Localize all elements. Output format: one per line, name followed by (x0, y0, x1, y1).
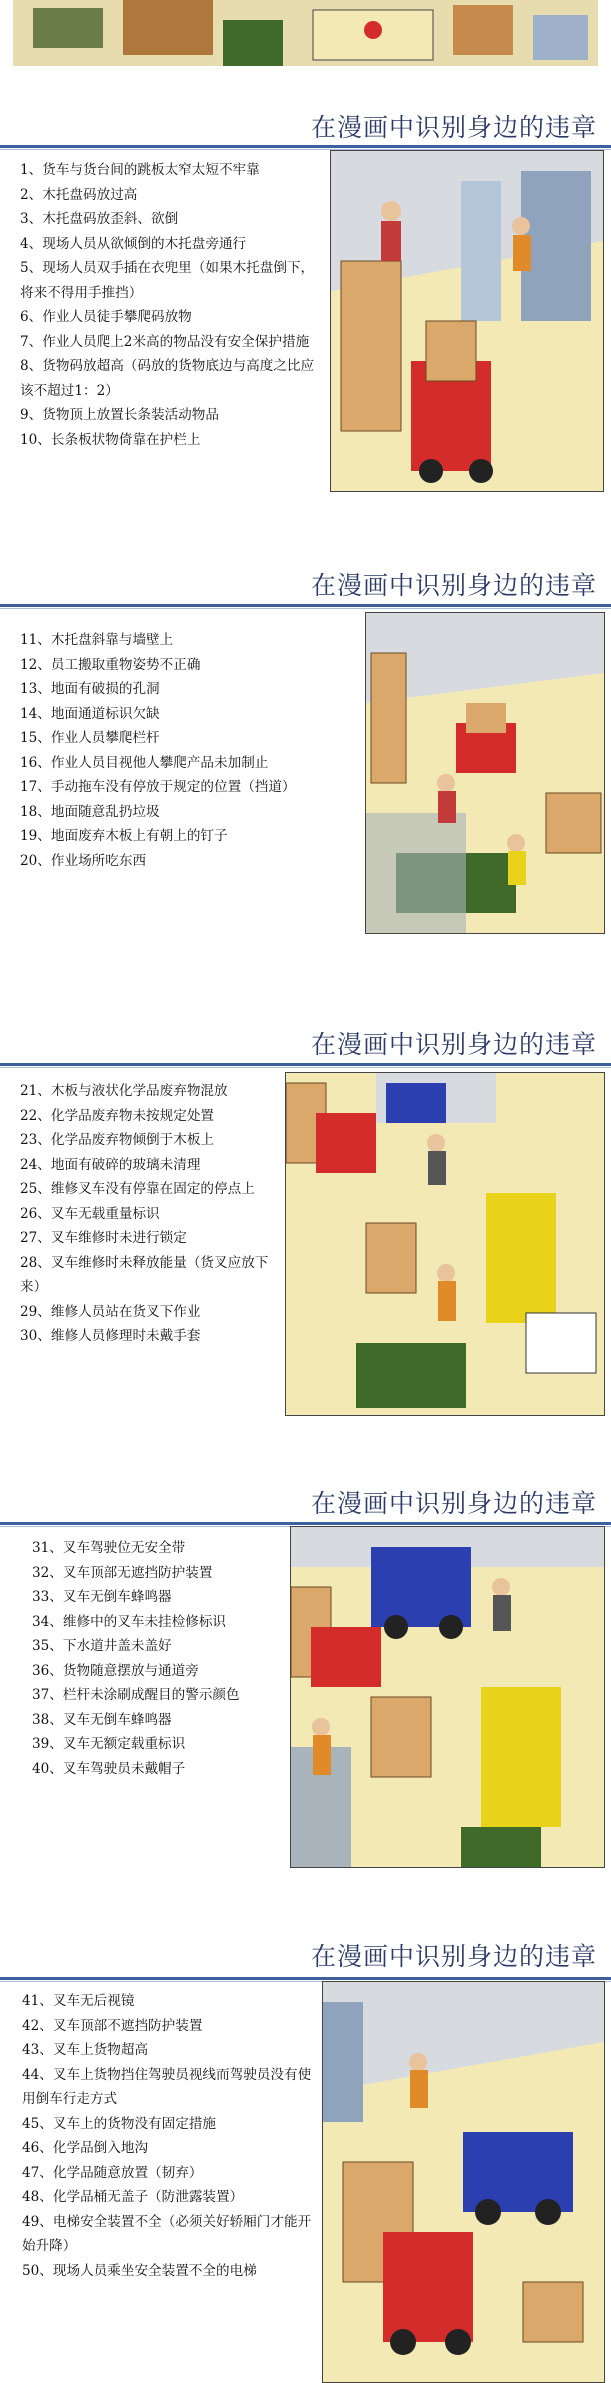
list-item: 38、叉车无倒车蜂鸣器 (32, 1711, 172, 1728)
list-item: 44、叉车上货物挡住驾驶员视线而驾驶员没有使用倒车行走方式 (22, 2066, 312, 2107)
list-item: 14、地面通道标识欠缺 (20, 705, 160, 722)
list-item: 10、长条板状物倚靠在护栏上 (20, 431, 201, 448)
list-item: 22、化学品废弃物未按规定处置 (20, 1107, 215, 1124)
list-item: 35、下水道井盖未盖好 (32, 1638, 172, 1654)
comic-illustration (13, 0, 598, 66)
comic-illustration (330, 150, 604, 492)
list-item: 48、化学品桶无盖子（防泄露装置） (22, 2189, 244, 2205)
section-3 (0, 1017, 611, 1437)
section-5 (0, 1929, 611, 2379)
list-item: 8、货物码放超高（码放的货物底边与高度之比应该不超过1：2） (20, 358, 315, 399)
title-divider (0, 1977, 611, 1980)
comic-illustration (365, 612, 605, 934)
title-divider (0, 604, 611, 607)
list-item: 26、叉车无载重量标识 (20, 1205, 160, 1222)
list-item: 40、叉车驾驶员未戴帽子 (32, 1760, 186, 1777)
list-item: 15、作业人员攀爬栏杆 (20, 730, 160, 746)
list-item: 21、木板与液状化学品废弃物混放 (20, 1083, 228, 1099)
list-item: 34、维修中的叉车未挂检修标识 (32, 1613, 227, 1630)
list-item: 12、员工搬取重物姿势不正确 (20, 656, 201, 673)
title-divider (0, 145, 611, 148)
list-item: 4、现场人员从欲倾倒的木托盘旁通行 (20, 235, 247, 252)
list-item: 46、化学品倒入地沟 (22, 2140, 149, 2156)
list-item: 33、叉车无倒车蜂鸣器 (32, 1589, 172, 1605)
list-item: 37、栏杆未涂刷成醒目的警示颜色 (32, 1687, 240, 1703)
list-item: 2、木托盘码放过高 (20, 186, 138, 203)
list-item: 36、货物随意摆放与通道旁 (32, 1662, 199, 1679)
list-item: 1、货车与货台间的跳板太窄太短不牢靠 (20, 162, 260, 178)
section-title: 在漫画中识别身边的违章 (310, 1030, 597, 1059)
list-item: 45、叉车上的货物没有固定措施 (22, 2115, 217, 2132)
list-item: 3、木托盘码放歪斜、欲倒 (20, 211, 179, 227)
top-comic-strip (13, 0, 598, 66)
list-item: 18、地面随意乱扔垃圾 (20, 803, 160, 820)
list-item: 28、叉车维修时未释放能量（货叉应放下来） (20, 1254, 269, 1295)
title-divider (0, 1522, 611, 1525)
list-item: 42、叉车顶部不遮挡防护装置 (22, 2017, 203, 2034)
comic-illustration (290, 1526, 605, 1868)
list-item: 20、作业场所吃东西 (20, 852, 147, 869)
violation-list (20, 628, 365, 873)
list-item: 49、电梯安全装置不全（必须关好轿厢门才能开始升降） (22, 2213, 312, 2254)
list-item: 6、作业人员徒手攀爬码放物 (20, 309, 192, 325)
section-4 (0, 1474, 611, 1884)
section-title: 在漫画中识别身边的违章 (310, 113, 597, 142)
list-item: 50、现场人员乘坐安全装置不全的电梯 (22, 2262, 257, 2279)
list-item: 25、维修叉车没有停靠在固定的停点上 (20, 1181, 255, 1197)
list-item: 29、维修人员站在货叉下作业 (20, 1303, 201, 1320)
list-item: 47、化学品随意放置（韧弃） (22, 2164, 203, 2181)
section-title: 在漫画中识别身边的违章 (310, 571, 597, 600)
list-item: 30、维修人员修理时未戴手套 (20, 1328, 201, 1344)
section-2 (0, 560, 611, 970)
list-item: 5、现场人员双手插在衣兜里（如果木托盘倒下，将来不得用手推挡） (20, 260, 315, 301)
list-item: 17、手动拖车没有停放于规定的位置（挡道） (20, 779, 296, 795)
list-item: 27、叉车维修时未进行锁定 (20, 1230, 187, 1246)
list-item: 41、叉车无后视镜 (22, 1993, 135, 2009)
list-item: 13、地面有破损的孔洞 (20, 681, 160, 697)
list-item: 39、叉车无额定载重标识 (32, 1736, 186, 1752)
list-item: 16、作业人员目视他人攀爬产品未加制止 (20, 754, 269, 771)
comic-illustration (322, 1981, 605, 2383)
comic-illustration (285, 1072, 605, 1416)
list-item: 43、叉车上货物超高 (22, 2042, 149, 2058)
violation-list (22, 1989, 322, 2283)
violation-list (20, 158, 325, 452)
section-title: 在漫画中识别身边的违章 (310, 1942, 597, 1971)
section-1 (0, 100, 611, 510)
violation-list (32, 1536, 290, 1781)
title-divider (0, 1063, 611, 1066)
list-item: 11、木托盘斜靠与墙壁上 (20, 632, 174, 648)
list-item: 7、作业人员爬上2米高的物品没有安全保护措施 (20, 333, 310, 350)
list-item: 19、地面废弃木板上有朝上的钉子 (20, 828, 228, 844)
list-item: 24、地面有破碎的玻璃未清理 (20, 1156, 201, 1173)
section-title: 在漫画中识别身边的违章 (310, 1489, 597, 1518)
list-item: 32、叉车顶部无遮挡防护装置 (32, 1564, 213, 1581)
list-item: 31、叉车驾驶位无安全带 (32, 1540, 186, 1556)
violation-list (20, 1079, 285, 1349)
list-item: 23、化学品废弃物倾倒于木板上 (20, 1132, 215, 1148)
list-item: 9、货物顶上放置长条装活动物品 (20, 407, 219, 423)
